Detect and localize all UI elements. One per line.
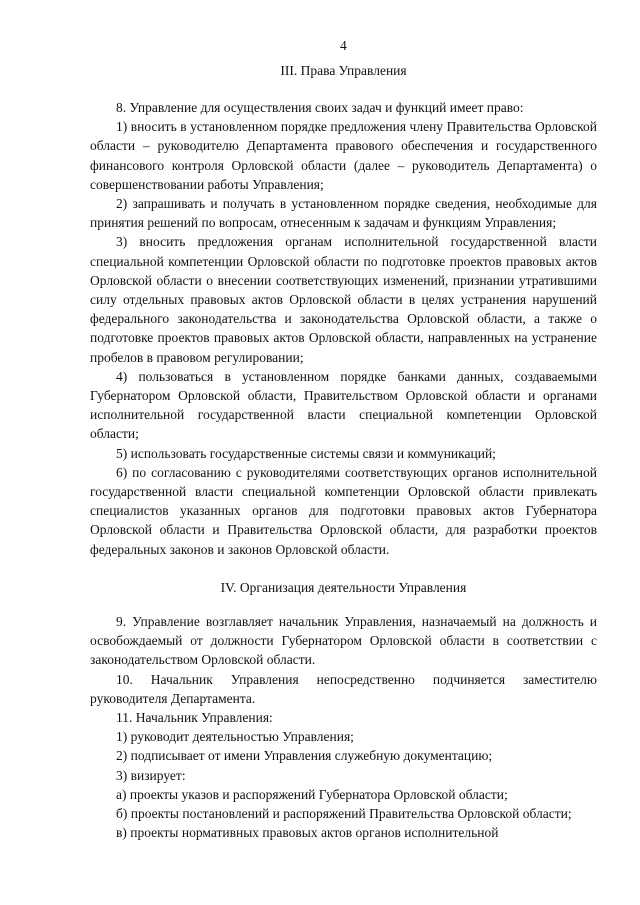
paragraph: 4) пользоваться в установленном порядке банками данных, создаваемыми Губернатором Орловской области, Правительством Орловской области и органами исполнительной государственной власти специальной компетенции Орловской области; bbox=[90, 368, 597, 442]
section-body-organization bbox=[90, 612, 597, 842]
paragraph: 8. Управление для осуществления своих задач и функций имеет право: bbox=[116, 100, 524, 115]
section-title-rights: III. Права Управления bbox=[280, 63, 407, 78]
paragraph: 2) подписывает от имени Управления служебную документацию; bbox=[116, 748, 493, 764]
paragraph: 1) вносить в установленном порядке предложения члену Правительства Орловской области – руководителю Департамента правового обеспечения и государственного финансового контроля Орловской области (далее – руководитель Департамента) о совершенствовании работы Управления; bbox=[90, 119, 597, 192]
paragraph: 1) руководит деятельностью Управления; bbox=[116, 729, 354, 745]
section-title-organization: IV. Организация деятельности Управления bbox=[220, 580, 467, 595]
paragraph: а) проекты указов и распоряжений Губернатора Орловской области; bbox=[116, 786, 508, 802]
paragraph: 3) визирует: bbox=[116, 767, 186, 783]
paragraph: 2) запрашивать и получать в установленном порядке сведения, необходимые для принятия решений по вопросам, отнесенным к задачам и функциям Управления; bbox=[90, 196, 597, 231]
section-body-rights bbox=[90, 98, 597, 559]
paragraph: 9. Управление возглавляет начальник Управления, назначаемый на должность и освобождаемый от должности Губернатором Орловской области в соответствии с законодательством Орловской области. bbox=[90, 614, 597, 668]
paragraph: 10. Начальник Управления непосредственно подчиняется заместителю руководителя Департамента. bbox=[90, 671, 597, 706]
paragraph: 5) использовать государственные системы связи и коммуникаций; bbox=[116, 445, 496, 461]
paragraph: 11. Начальник Управления: bbox=[116, 710, 273, 726]
paragraph: в) проекты нормативных правовых актов органов исполнительной bbox=[116, 825, 499, 841]
paragraph: 6) по согласованию с руководителями соответствующих органов исполнительной государственной власти специальной компетенции Орловской области привлекать специалистов указанных органов для подготовки правовых актов Губернатора Орловской области и Правительства Орловской области, для разработки проектов федеральных законов и законов Орловской области. bbox=[90, 464, 597, 557]
paragraph: б) проекты постановлений и распоряжений Правительства Орловской области; bbox=[116, 806, 572, 822]
paragraph: 3) вносить предложения органам исполнительной государственной власти специальной компетенции Орловской области по подготовке проектов правовых актов Орловской области о внесении соответствующих изменений, признании утратившими силу отдельных правовых актов Орловской области в целях устранения нарушений федерального законодательства и законодательства Орловской области, а также о подготовке проектов правовых актов Орловской области, направленных на устранение пробелов в правовом регулировании; bbox=[90, 234, 597, 365]
page-number: 4 bbox=[340, 38, 347, 53]
document-page bbox=[90, 0, 597, 905]
